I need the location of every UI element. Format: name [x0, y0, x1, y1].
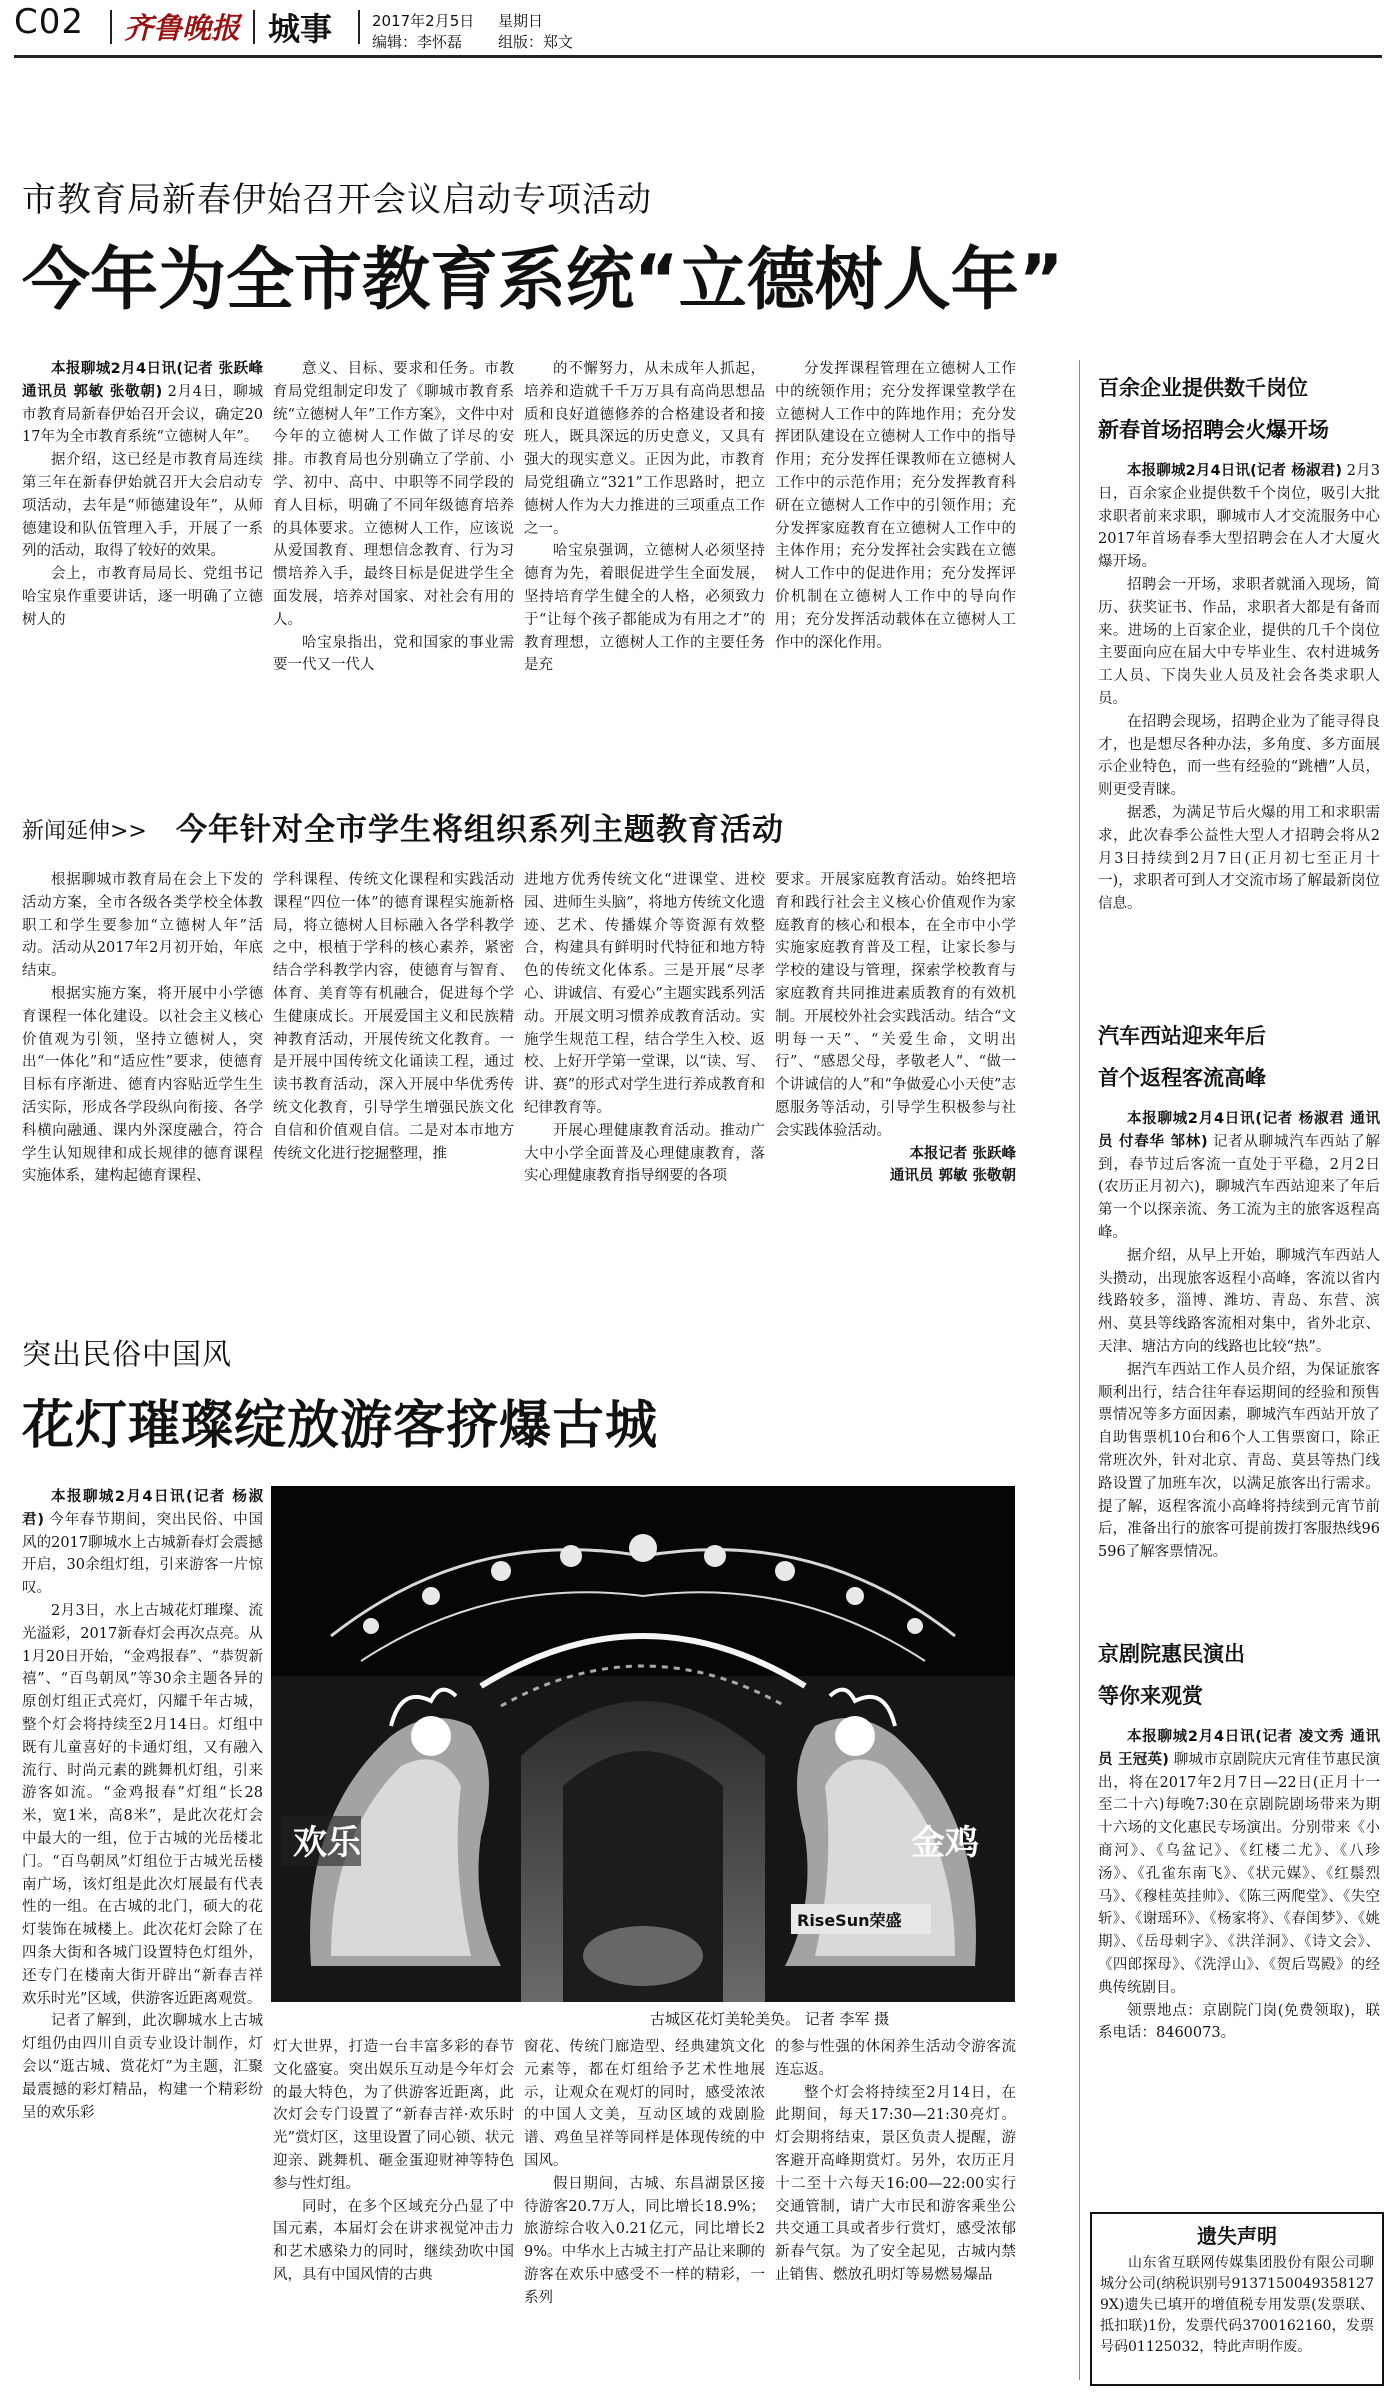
paragraph	[524, 1120, 765, 1188]
paragraph-text: 的不懈努力，从未成年人抓起，培养和造就千千万万具有高尚思想品质和良好道德修养的合格建设者和接班人，既具深远的历史意义，又具有强大的现实意义。正因为此，市教育局党组确立“321”工作思路时，把立德树人作为大力推进的三项重点工作之一。	[524, 361, 765, 537]
paragraph	[524, 869, 765, 1120]
issue-date: 2017年2月5日	[372, 12, 475, 30]
layout-credit: 组版：郑文	[498, 33, 574, 51]
paragraph	[273, 2196, 514, 2287]
paragraph-text: 要求。开展家庭教育活动。始终把培育和践行社会主义核心价值观作为家庭教育的核心和根本，在全市中小学实施家庭教育普及工程，让家长参与学校的建设与管理，探索学校教育与家庭教育共同推进素质教育的有效机制。开展校外社会实践活动。结合“文明每一天”、“关爱生命，文明出行”、“感恩父母，孝敬老人”、“做一个讲诚信的人”和“争做爱心小天使”志愿服务等活动，引导学生积极参与社会实践体验活动。	[775, 872, 1016, 1139]
extension-col-4	[775, 869, 1016, 1309]
paragraph-text: 2月4日，聊城市教育局新春伊始召开会议，确定2017年为全市教育系统“立德树人年”。	[22, 383, 263, 446]
paragraph	[22, 358, 263, 449]
paragraph-text: 记者从聊城汽车西站了解到，春节过后客流一直处于平稳，2月2日(农历正月初六)，聊城汽车西站迎来了年后第一个以探亲流、务工流为主的旅客返程高峰。	[1098, 1133, 1380, 1241]
paragraph	[775, 1143, 1016, 1166]
paragraph-text: 招聘会一开场，求职者就涌入现场，简历、获奖证书、作品，求职者大都是有备而来。进场的上百家企业，提供的几千个岗位主要面向应在届大中专毕业生、农村进城务工人员、下岗失业人员及社会各类求职人员。	[1098, 576, 1380, 707]
paragraph	[524, 2036, 765, 2173]
paragraph	[775, 358, 1016, 654]
sidebar-story3-head2: 等你来观赏	[1098, 1684, 1203, 1708]
lead-headline: 今年为全市教育系统“立德树人年”	[22, 241, 1064, 320]
lantern-kicker: 突出民俗中国风	[22, 1337, 233, 1371]
paragraph-text: 窗花、传统门廊造型、经典建筑文化元素等，都在灯组给予艺术性地展示，让观众在观灯的同时，感受浓浓的中国人文美，互动区域的戏剧脸谱、鸡鱼呈祥等同样是体现传统的中国风。	[524, 2039, 765, 2169]
paragraph-text: 的参与性强的休闲养生活动令游客流连忘返。	[775, 2039, 1016, 2078]
paragraph	[22, 869, 263, 983]
paragraph-text: 在招聘会现场，招聘企业为了能寻得良才，也是想尽各种办法，多角度、多方面展示企业特色，而一些有经验的“跳槽”人员，则更受青睐。	[1098, 713, 1380, 799]
paragraph-text: 哈宝泉指出，党和国家的事业需要一代又一代人	[273, 634, 514, 674]
paragraph-text: 意义、目标、要求和任务。市教育局党组制定印发了《聊城市教育系统“立德树人年”工作方案》，文件中对今年的立德树人工作做了详尽的安排。市教育局也分别确立了学前、小学、初中、高中、中职等不同学段的育人目标，明确了不同年级德育培养的具体要求。立德树人工作，应该说从爱国教育、理想信念教育、行为习惯培养入手，最终目标是促进学生全面发展，培养对国家、对社会有用的人。	[273, 361, 514, 628]
paragraph-text: 会上，市教育局局长、党组书记哈宝泉作重要讲话，逐一明确了立德树人的	[22, 566, 263, 628]
dateline: 本报聊城2月4日讯(记者 张跃峰 通讯员 郭敏 张敬朝)	[22, 361, 263, 400]
paragraph	[22, 563, 263, 631]
paragraph	[775, 2082, 1016, 2287]
paragraph	[273, 358, 514, 632]
sidebar-story3-head1: 京剧院惠民演出	[1098, 1642, 1245, 1666]
paragraph	[1098, 2000, 1380, 2046]
lantern-col-2	[273, 2036, 514, 2386]
paragraph	[775, 1165, 1016, 1188]
paragraph-text: 根据实施方案，将开展中小学德育课程一体化建设。以社会主义核心价值观为引领，坚持立德树人，突出“一体化”和“适应性”要求，使德育目标有序渐进、德育内容贴近学生生活实际，形成各学段纵向衔接、各学科横向融通、课内外深度融合，符合学生认知规律和成长规律的德育课程实施体系，建构起德育课程、	[22, 985, 263, 1185]
paragraph-text: 假日期间，古城、东昌湖景区接待游客20.7万人，同比增长18.9%；旅游综合收入0.21亿元，同比增长29%。中华水上古城主打产品让来聊的游客在欢乐中感受不一样的精彩，一系列	[524, 2175, 765, 2306]
sidebar-story3-body	[1098, 1726, 1380, 2206]
paragraph-text: 哈宝泉强调，立德树人必须坚持德育为先，着眼促进学生全面发展，坚持培育学生健全的人格，必须致力于“让每个孩子都能成为有用之才”的教育理想，立德树人工作的主要任务是充	[524, 543, 765, 674]
paragraph-text: 据汽车西站工作人员介绍，为保证旅客顺利出行，结合往年春运期间的经验和预售票情况等多方面因素，聊城汽车西站开放了自助售票机10台和6个人工售票窗口，除正常班次外，针对北京、青岛、莫县等热门线路设置了加班车次，以满足旅客出行需求。提了解，返程客流小高峰将持续到元宵节前后，准备出行的旅客可提前拨打客服热线96596了解客票情况。	[1098, 1361, 1380, 1561]
paragraph-text: 本报记者 张跃峰	[909, 1145, 1016, 1162]
extension-col-3	[524, 869, 765, 1309]
paragraph	[22, 449, 263, 563]
photo-sign-brand: RiseSun荣盛	[797, 1911, 902, 1930]
paragraph-text: 记者了解到，此次聊城水上古城灯组仍由四川自贡专业设计制作，灯会以“逛古城、赏花灯”为主题，汇聚最震撼的彩灯精品，构建一个精彩纷呈的欢乐彩	[22, 2013, 263, 2121]
dateline: 本报聊城2月4日讯(记者 杨淑君)	[22, 1489, 263, 1528]
photo-caption: 古城区花灯美轮美奂。 记者 李军 摄	[650, 2010, 890, 2028]
paragraph-text: 领票地点：京剧院门岗(免费领取)，联系电话：8460073。	[1098, 2002, 1380, 2042]
paragraph	[1098, 1359, 1380, 1564]
extension-headline: 今年针对全市学生将组织系列主题教育活动	[176, 812, 784, 848]
sidebar-story2-body	[1098, 1108, 1380, 1618]
dateline: 本报聊城2月4日讯(记者 杨淑君)	[1127, 463, 1342, 479]
sidebar-story1-head2: 新春首场招聘会火爆开场	[1098, 418, 1329, 442]
sidebar-story2-head1: 汽车西站迎来年后	[1098, 1024, 1266, 1048]
sidebar-story2-head2: 首个返程客流高峰	[1098, 1066, 1266, 1090]
paragraph-text: 据介绍，这已经是市教育局连续第三年在新春伊始就召开大会启动专项活动，去年是“师德建设年”，从师德建设和队伍管理入手，开展了一系列的活动，取得了较好的效果。	[22, 452, 263, 560]
lantern-headline: 花灯璀璨绽放游客挤爆古城	[22, 1396, 659, 1456]
lantern-photo-image	[271, 1486, 1015, 2002]
paragraph-text: 同时，在多个区域充分凸显了中国元素，本届灯会在讲求视觉冲击力和艺术感染力的同时，继续劲吹中国风，具有中国风情的古典	[273, 2198, 514, 2283]
paragraph-text: 学科课程、传统文化课程和实践活动课程“四位一体”的德育课程实施新格局，将立德树人目标融入各学科教学之中，根植于学科的核心素养，紧密结合学科教学内容，使德育与智育、体育、美育等有机融合，促进每个学生健康成长。开展爱国主义和民族精神教育活动，开展传统文化教育。一是开展中国传统文化诵读工程，通过读书教育活动，深入开展中华优秀传统文化教育，引导学生增强民族文化自信和价值观自信。二是对本市地方传统文化进行挖掘整理，推	[273, 872, 514, 1162]
section-name: 城事	[268, 10, 333, 48]
paragraph	[1098, 1245, 1380, 1359]
photo-sign-right: 金鸡	[911, 1823, 979, 1863]
paragraph-text: 分发挥课程管理在立德树人工作中的统领作用；充分发挥课堂教学在立德树人工作中的阵地作用；充分发挥团队建设在立德树人工作中的指导作用；充分发挥任课教师在立德树人工作中的示范作用；充分发挥教育科研在立德树人工作中的引领作用；充分发挥家庭教育在立德树人工作中的主体作用；充分发挥社会实践在立德树人工作中的促进作用；充分发挥评价机制在立德树人工作中的导向作用；充分发挥活动载体在立德树人工作中的深化作用。	[775, 361, 1016, 651]
paragraph	[22, 2010, 263, 2124]
paragraph-text: 2月3日，水上古城花灯璀璨、流光溢彩，2017新春灯会再次点亮。从1月20日开始，“金鸡报春”、“恭贺新禧”、“百鸟朝凤”等30余主题各异的原创灯组正式亮灯，闪耀千年古城，整个灯会将持续至2月14日。灯组中既有儿童喜好的卡通灯组，又有融入流行、时尚元素的跳舞机灯组，引来游客如流。“金鸡报春”灯组“长28米，宽1米，高8米”，是此次花灯会中最大的一组，位于古城的光岳楼北门。“百鸟朝凤”灯组位于古城光岳楼南广场，该灯组是此次灯展最有代表性的一组。在古城的北门，硕大的花灯装饰在城楼上。此次花灯会除了在四条大街和各城门设置特色灯组外，还专门在楼南大街开辟出“新春吉祥 欢乐时光”区域，供游客近距离观赏。	[22, 1602, 263, 2007]
paragraph-text: 据介绍，从早上开始，聊城汽车西站人头攒动，出现旅客返程小高峰，客流以省内线路较多，淄博、潍坊、青岛、东营、滨州、莫县等线路客流相对集中，省外北京、天津、塘沽方向的线路也比较“热”。	[1098, 1247, 1380, 1355]
paragraph-text: 通讯员 郭敏 张敬朝	[889, 1168, 1016, 1185]
paragraph	[1098, 802, 1380, 916]
lantern-photo	[271, 1486, 1015, 2002]
page-number: C02	[14, 2, 85, 42]
paragraph	[22, 1486, 263, 1600]
lantern-col-1	[22, 1486, 263, 2386]
sidebar-story1-head1: 百余企业提供数千岗位	[1098, 376, 1308, 400]
lost-notice-body: 山东省互联网传媒集团股份有限公司聊城分公司(纳税识别号91371500493581279X)遗失已填开的增值税专用发票(发票联、抵扣联)1份，发票代码3700162160，发票号码01125032，特此声明作废。	[1100, 2255, 1374, 2355]
paragraph-text: 2月3日，百余家企业提供数千个岗位，吸引大批求职者前来求职，聊城市人才交流服务中心2017年首场春季大型招聘会在人才大厦火爆开场。	[1098, 463, 1380, 571]
paragraph	[524, 2173, 765, 2310]
paragraph-text: 根据聊城市教育局在会上下发的活动方案，全市各级各类学校全体教职工和学生要参加“立德树人年”活动。活动从2017年2月初开始，年底结束。	[22, 872, 263, 980]
paragraph-text: 聊城市京剧院庆元宵佳节惠民演出，将在2017年2月7日—22日(正月十一至二十六)每晚7:30在京剧院剧场带来为期十六场的文化惠民专场演出。分别带来《小商河》、《乌盆记》、《红楼二尤》、《八珍汤》、《孔雀东南飞》、《状元媒》、《红鬃烈马》、《穆桂英挂帅》、《陈三两爬堂》、《失空斩》、《谢瑶环》、《杨家将》、《春闺梦》、《姚期》、《岳母刺字》、《洪洋洞》、《诗文会》、《四郎探母》、《洗浮山》、《贺后骂殿》的经典传统剧目。	[1098, 1751, 1380, 1996]
paragraph-text: 今年春节期间，突出民俗、中国风的2017聊城水上古城新春灯会震撼开启，30余组灯组，引来游客一片惊叹。	[22, 1511, 263, 1597]
lantern-col-4	[775, 2036, 1016, 2386]
paragraph	[22, 983, 263, 1188]
lost-notice-title: 遗失声明	[1197, 2224, 1277, 2248]
lead-col-3	[524, 358, 765, 750]
paragraph	[273, 632, 514, 678]
paragraph	[1098, 574, 1380, 711]
paragraph-text: 进地方优秀传统文化“进课堂、进校园、进师生头脑”，将地方传统文化遗迹、艺术、传播媒介等资源有效整合，构建具有鲜明时代特征和地方特色的传统文化体系。三是开展“尽孝心、讲诚信、有爱心”主题实践系列活动。开展文明习惯养成教育活动。实施学生规范工程，结合学生入校、返校、上好开学第一堂课，以“读、写、讲、赛”的形式对学生进行养成教育和纪律教育等。	[524, 872, 765, 1116]
extension-col-2	[273, 869, 514, 1309]
paragraph	[1098, 711, 1380, 802]
paragraph-text: 开展心理健康教育活动。推动广大中小学全面普及心理健康教育，落实心理健康教育指导纲要的各项	[524, 1122, 765, 1185]
extension-label: 新闻延伸>>	[22, 819, 147, 844]
paragraph	[22, 1600, 263, 2010]
paragraph	[1098, 1108, 1380, 1245]
paragraph	[1098, 460, 1380, 574]
lead-col-4	[775, 358, 1016, 750]
paragraph	[524, 540, 765, 677]
lead-col-2	[273, 358, 514, 750]
paragraph-text: 整个灯会将持续至2月14日，在此期间，每天17:30—21:30亮灯。灯会期将结束，景区负责人提醒，游客避开高峰期赏灯。另外，农历正月十二至十六每天16:00—22:00实行交通管制，请广大市民和游客乘坐公共交通工具或者步行赏灯，感受浓郁新春气氛。为了安全起见，古城内禁止销售、燃放孔明灯等易燃易爆品	[775, 2084, 1016, 2283]
lost-notice	[1090, 2212, 1384, 2386]
sidebar-story1-body	[1098, 460, 1380, 995]
lead-col-1	[22, 358, 263, 750]
issue-weekday: 星期日	[498, 12, 544, 30]
lead-kicker: 市教育局新春伊始召开会议启动专项活动	[22, 180, 652, 220]
paragraph	[273, 869, 514, 1165]
photo-sign-left: 欢乐	[293, 1823, 361, 1863]
paragraph	[775, 2036, 1016, 2082]
extension-col-1	[22, 869, 263, 1309]
paragraph-text: 灯大世界，打造一台丰富多彩的春节文化盛宴。突出娱乐互动是今年灯会的最大特色，为了供游客近距离，此次灯会专门设置了“新春吉祥·欢乐时光”赏灯区，这里设置了同心锁、状元迎亲、跳舞机、砸金蛋迎财神等特色参与性灯组。	[273, 2039, 514, 2192]
dateline: 本报聊城2月4日讯(记者 杨淑君 通讯员 付春华 邹林)	[1098, 1111, 1380, 1150]
paragraph	[524, 358, 765, 540]
dateline: 本报聊城2月4日讯(记者 凌文秀 通讯员 王冠英)	[1098, 1729, 1380, 1768]
paragraph	[1098, 1726, 1380, 2000]
paragraph	[273, 2036, 514, 2196]
paper-logo: 齐鲁晚报	[124, 11, 241, 45]
lantern-col-3	[524, 2036, 765, 2386]
paragraph-text: 据悉，为满足节后火爆的用工和求职需求，此次春季公益性大型人才招聘会将从2月3日持续到2月7日(正月初七至正月十一)，求职者可到人才交流市场了解最新岗位信息。	[1098, 804, 1380, 913]
paragraph	[775, 869, 1016, 1143]
editor-credit: 编辑：李怀磊	[372, 33, 463, 51]
